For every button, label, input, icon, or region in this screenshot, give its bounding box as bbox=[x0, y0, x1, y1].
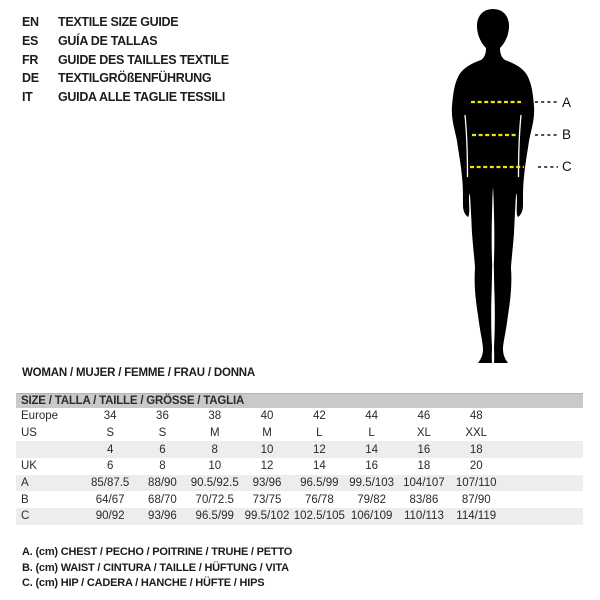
size-cell: M bbox=[209, 427, 220, 440]
size-cell: L bbox=[316, 427, 323, 440]
size-cell: M bbox=[262, 427, 272, 440]
legend-item: C. (cm) HIP / CADERA / HANCHE / HÜFTE / HIPS bbox=[22, 577, 265, 589]
size-cell: 93/96 bbox=[148, 510, 177, 523]
language-label: GUIDE DES TAILLES TEXTILE bbox=[58, 52, 229, 67]
language-label: GUIDA ALLE TAGLIE TESSILI bbox=[58, 90, 226, 105]
size-cell: 104/107 bbox=[403, 477, 445, 490]
size-cell: 90.5/92.5 bbox=[190, 477, 239, 490]
size-cell: 73/75 bbox=[252, 493, 282, 506]
size-cell: 107/110 bbox=[455, 477, 497, 490]
woman-silhouette bbox=[452, 9, 534, 363]
size-cell: 68/70 bbox=[148, 493, 177, 506]
table-row bbox=[16, 491, 583, 508]
marker-letter-c: C bbox=[562, 159, 572, 174]
language-label: GUÍA DE TALLAS bbox=[58, 33, 158, 48]
row-label: Europe bbox=[21, 410, 59, 423]
language-row bbox=[22, 13, 229, 32]
size-table-header: SIZE / TALLA / TAILLE / GRÖSSE / TAGLIA bbox=[16, 393, 583, 408]
spacer-cell bbox=[502, 491, 583, 508]
size-cell: 38 bbox=[208, 410, 222, 423]
size-cell: 83/86 bbox=[409, 493, 439, 506]
size-cell: 16 bbox=[365, 460, 379, 473]
size-cell: 18 bbox=[469, 443, 483, 456]
size-cell: 48 bbox=[469, 410, 483, 423]
size-cell: 14 bbox=[312, 460, 326, 473]
size-table bbox=[16, 408, 583, 525]
size-cell: 44 bbox=[365, 410, 379, 423]
row-label: UK bbox=[21, 460, 37, 473]
spacer-cell bbox=[502, 408, 583, 425]
size-cell: XXL bbox=[465, 427, 488, 440]
size-cell: 110/113 bbox=[403, 510, 444, 523]
size-figure bbox=[428, 5, 578, 367]
size-cell: 34 bbox=[103, 410, 117, 423]
size-cell: 16 bbox=[417, 443, 431, 456]
size-cell: 70/72.5 bbox=[195, 493, 234, 506]
language-label: TEXTILE SIZE GUIDE bbox=[58, 15, 179, 29]
size-cell: 87/90 bbox=[461, 493, 491, 506]
size-cell: 64/67 bbox=[95, 493, 125, 506]
woman-silhouette-svg bbox=[428, 5, 578, 367]
size-cell: 8 bbox=[159, 460, 166, 473]
size-cell: 14 bbox=[365, 443, 379, 456]
table-row bbox=[16, 408, 583, 425]
size-cell: 96.5/99 bbox=[195, 510, 234, 523]
size-table-section bbox=[16, 393, 583, 525]
size-cell: 114/119 bbox=[456, 510, 497, 523]
spacer-cell bbox=[502, 441, 583, 458]
size-cell: L bbox=[368, 427, 375, 440]
size-cell: S bbox=[158, 427, 167, 440]
size-cell: 88/90 bbox=[148, 477, 177, 490]
measurement-legend bbox=[22, 545, 292, 592]
size-cell: 8 bbox=[211, 443, 218, 456]
size-cell: 76/78 bbox=[304, 493, 334, 506]
language-code: ES bbox=[22, 33, 39, 48]
size-cell: 42 bbox=[312, 410, 326, 423]
size-cell: 36 bbox=[156, 410, 169, 423]
table-row bbox=[16, 458, 583, 475]
table-row bbox=[16, 508, 583, 525]
size-cell: 20 bbox=[469, 460, 483, 473]
language-code: IT bbox=[22, 90, 33, 105]
language-row bbox=[22, 51, 229, 70]
table-row bbox=[16, 441, 583, 458]
size-cell: 99.5/103 bbox=[349, 477, 395, 490]
size-cell: 93/96 bbox=[252, 477, 282, 490]
size-cell: 12 bbox=[260, 460, 274, 473]
size-cell: 6 bbox=[106, 460, 114, 473]
size-cell: 6 bbox=[159, 443, 166, 456]
size-cell: 90/92 bbox=[95, 510, 125, 523]
marker-letter-b: B bbox=[562, 127, 572, 142]
size-cell: 40 bbox=[260, 410, 274, 423]
language-row bbox=[22, 32, 229, 51]
language-row bbox=[22, 88, 229, 107]
size-table-body bbox=[16, 408, 583, 525]
row-label: A bbox=[21, 477, 29, 490]
language-code: DE bbox=[22, 71, 39, 86]
row-label: C bbox=[21, 510, 30, 523]
spacer-cell bbox=[502, 508, 583, 525]
row-label bbox=[16, 441, 84, 458]
size-cell: 96.5/99 bbox=[300, 477, 339, 490]
size-cell: 102.5/105 bbox=[293, 510, 345, 523]
size-cell: 106/109 bbox=[350, 510, 393, 523]
size-cell: 12 bbox=[312, 443, 326, 456]
size-cell: 99.5/102 bbox=[244, 510, 290, 523]
size-cell: 4 bbox=[106, 443, 114, 456]
row-label: US bbox=[21, 427, 37, 440]
size-cell: 46 bbox=[417, 410, 431, 423]
language-row bbox=[22, 69, 229, 88]
language-code: FR bbox=[22, 52, 39, 67]
size-cell: S bbox=[106, 427, 114, 440]
marker-letter-a: A bbox=[562, 95, 572, 110]
table-row bbox=[16, 425, 583, 442]
size-cell: 18 bbox=[417, 460, 431, 473]
size-cell: 10 bbox=[208, 460, 222, 473]
legend-item: B. (cm) WAIST / CINTURA / TAILLE / HÜFTUNG / VITA bbox=[22, 561, 289, 574]
size-cell: 10 bbox=[260, 443, 274, 456]
spacer-cell bbox=[502, 475, 583, 492]
language-label: TEXTILGRÖßENFÜHRUNG bbox=[58, 71, 212, 86]
size-cell: 85/87.5 bbox=[90, 477, 130, 490]
size-cell: 79/82 bbox=[357, 493, 387, 506]
legend-item: A. (cm) CHEST / PECHO / POITRINE / TRUHE / PETTO bbox=[22, 546, 293, 558]
size-cell: XL bbox=[416, 427, 431, 440]
spacer-cell bbox=[502, 458, 583, 475]
language-list bbox=[22, 13, 229, 107]
spacer-cell bbox=[502, 425, 583, 442]
table-group-title: WOMAN / MUJER / FEMME / FRAU / DONNA bbox=[22, 367, 256, 379]
row-label: B bbox=[21, 493, 29, 506]
table-row bbox=[16, 475, 583, 492]
language-code: EN bbox=[22, 15, 39, 29]
